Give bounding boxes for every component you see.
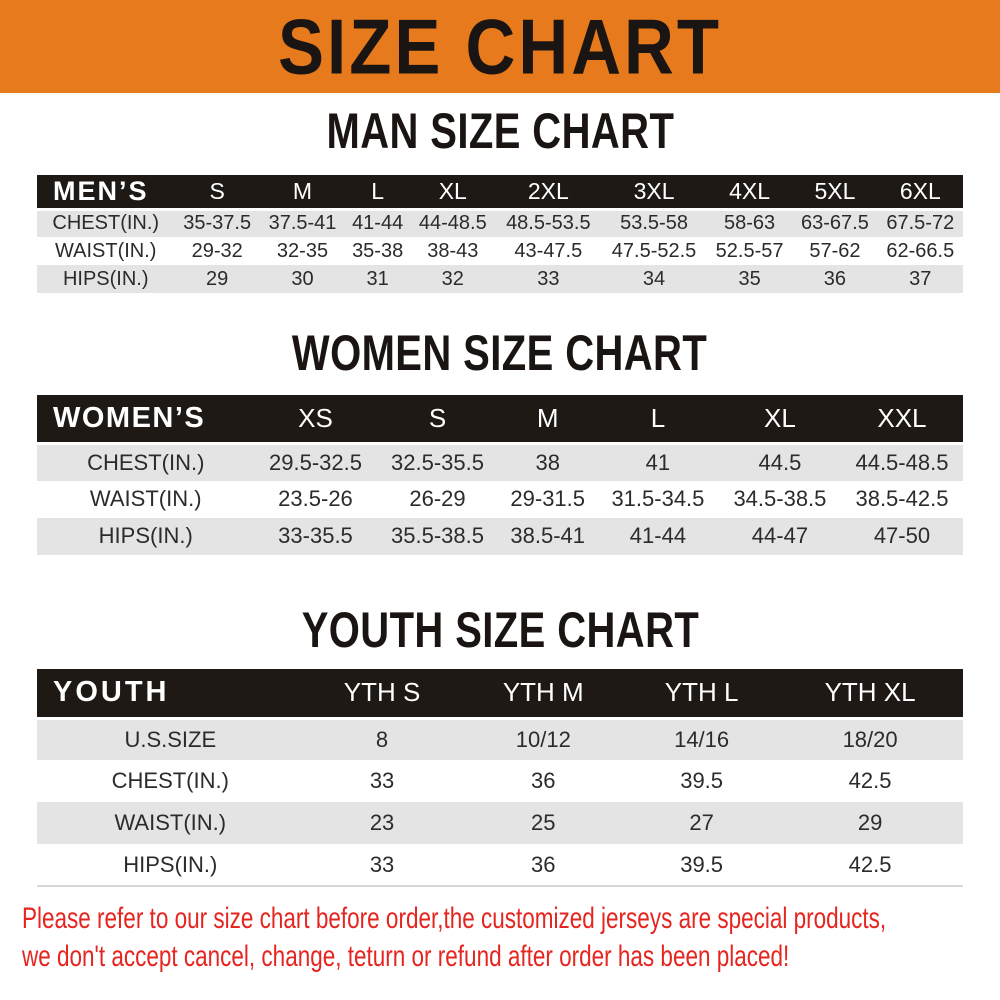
measurement-value-cell: 29-31.5 [498, 481, 596, 518]
women-section-heading-text: WOMEN SIZE CHART [292, 325, 708, 381]
size-column-header: XL [719, 395, 841, 444]
size-column-header: 2XL [495, 175, 601, 210]
size-column-header: M [498, 395, 596, 444]
measurement-value-cell: 18/20 [777, 718, 963, 760]
size-column-header: 4XL [707, 175, 792, 210]
size-column-header: L [597, 395, 719, 444]
measurement-value-cell: 10/12 [461, 718, 627, 760]
youth-section-heading-text: YOUTH SIZE CHART [301, 601, 699, 658]
measurement-value-cell: 47.5-52.5 [601, 237, 707, 265]
size-column-header: S [174, 175, 259, 210]
row-label-cell: WAIST(IN.) [37, 237, 174, 265]
row-label-cell: CHEST(IN.) [37, 209, 174, 237]
measurement-value-cell: 34.5-38.5 [719, 481, 841, 518]
measurement-value-cell: 29-32 [174, 237, 259, 265]
measurement-value-cell: 38.5-41 [498, 518, 596, 555]
row-label-cell: HIPS(IN.) [37, 844, 304, 886]
table-row [37, 481, 963, 518]
row-label-cell: WAIST(IN.) [37, 802, 304, 844]
disclaimer-line-2: we don't accept cancel, change, teturn or refund after order has been placed! [22, 940, 790, 973]
size-table-header-row [37, 669, 963, 718]
measurement-value-cell: 39.5 [626, 760, 777, 802]
women-size-table [37, 395, 963, 555]
measurement-value-cell: 67.5-72 [878, 209, 963, 237]
measurement-value-cell: 53.5-58 [601, 209, 707, 237]
row-label-cell: CHEST(IN.) [37, 760, 304, 802]
table-row [37, 265, 963, 293]
measurement-value-cell: 38.5-42.5 [841, 481, 963, 518]
size-column-header: XS [254, 395, 376, 444]
table-row [37, 237, 963, 265]
measurement-value-cell: 29 [174, 265, 259, 293]
man-section-heading-text: MAN SIZE CHART [326, 103, 674, 159]
size-column-header: XXL [841, 395, 963, 444]
table-category-header: WOMEN’S [37, 395, 254, 444]
measurement-value-cell: 41 [597, 444, 719, 481]
size-column-header: YTH L [626, 669, 777, 718]
measurement-value-cell: 30 [260, 265, 345, 293]
size-column-header: YTH XL [777, 669, 963, 718]
measurement-value-cell: 44-48.5 [410, 209, 495, 237]
measurement-value-cell: 33 [304, 760, 461, 802]
measurement-value-cell: 43-47.5 [495, 237, 601, 265]
measurement-value-cell: 41-44 [597, 518, 719, 555]
youth-section-heading [0, 602, 1000, 660]
measurement-value-cell: 36 [792, 265, 877, 293]
measurement-value-cell: 31 [345, 265, 410, 293]
size-column-header: 3XL [601, 175, 707, 210]
measurement-value-cell: 37 [878, 265, 963, 293]
size-column-header: YTH M [461, 669, 627, 718]
measurement-value-cell: 44.5 [719, 444, 841, 481]
table-category-header: YOUTH [37, 669, 304, 718]
measurement-value-cell: 62-66.5 [878, 237, 963, 265]
measurement-value-cell: 39.5 [626, 844, 777, 886]
measurement-value-cell: 48.5-53.5 [495, 209, 601, 237]
table-row [37, 209, 963, 237]
measurement-value-cell: 25 [461, 802, 627, 844]
size-column-header: S [376, 395, 498, 444]
size-column-header: 6XL [878, 175, 963, 210]
measurement-value-cell: 32-35 [260, 237, 345, 265]
table-row [37, 802, 963, 844]
measurement-value-cell: 33-35.5 [254, 518, 376, 555]
measurement-value-cell: 27 [626, 802, 777, 844]
measurement-value-cell: 32.5-35.5 [376, 444, 498, 481]
size-column-header: L [345, 175, 410, 210]
man-section-heading [0, 103, 1000, 161]
measurement-value-cell: 33 [495, 265, 601, 293]
size-column-header: M [260, 175, 345, 210]
row-label-cell: HIPS(IN.) [37, 518, 254, 555]
measurement-value-cell: 35 [707, 265, 792, 293]
disclaimer-line-1: Please refer to our size chart before order,the customized jerseys are special products, [22, 902, 887, 935]
size-column-header: 5XL [792, 175, 877, 210]
measurement-value-cell: 41-44 [345, 209, 410, 237]
table-row [37, 844, 963, 886]
measurement-value-cell: 42.5 [777, 760, 963, 802]
women-section-heading [0, 325, 1000, 383]
measurement-value-cell: 35.5-38.5 [376, 518, 498, 555]
measurement-value-cell: 31.5-34.5 [597, 481, 719, 518]
measurement-value-cell: 14/16 [626, 718, 777, 760]
men-size-table [37, 175, 963, 294]
measurement-value-cell: 44.5-48.5 [841, 444, 963, 481]
measurement-value-cell: 42.5 [777, 844, 963, 886]
measurement-value-cell: 37.5-41 [260, 209, 345, 237]
measurement-value-cell: 36 [461, 844, 627, 886]
youth-size-table [37, 669, 963, 887]
row-label-cell: U.S.SIZE [37, 718, 304, 760]
measurement-value-cell: 32 [410, 265, 495, 293]
measurement-value-cell: 26-29 [376, 481, 498, 518]
table-row [37, 518, 963, 555]
measurement-value-cell: 29.5-32.5 [254, 444, 376, 481]
row-label-cell: CHEST(IN.) [37, 444, 254, 481]
measurement-value-cell: 34 [601, 265, 707, 293]
measurement-value-cell: 35-37.5 [174, 209, 259, 237]
measurement-value-cell: 29 [777, 802, 963, 844]
size-chart-banner [0, 0, 1000, 93]
measurement-value-cell: 35-38 [345, 237, 410, 265]
measurement-value-cell: 57-62 [792, 237, 877, 265]
table-row [37, 444, 963, 481]
measurement-value-cell: 33 [304, 844, 461, 886]
measurement-value-cell: 38-43 [410, 237, 495, 265]
table-row [37, 760, 963, 802]
size-column-header: XL [410, 175, 495, 210]
banner-title: SIZE CHART [278, 3, 722, 90]
measurement-value-cell: 58-63 [707, 209, 792, 237]
table-category-header: MEN’S [37, 175, 174, 210]
size-table-header-row [37, 395, 963, 444]
measurement-value-cell: 63-67.5 [792, 209, 877, 237]
measurement-value-cell: 38 [498, 444, 596, 481]
disclaimer-footer [0, 900, 1000, 976]
measurement-value-cell: 44-47 [719, 518, 841, 555]
table-row [37, 718, 963, 760]
measurement-value-cell: 23.5-26 [254, 481, 376, 518]
size-column-header: YTH S [304, 669, 461, 718]
measurement-value-cell: 8 [304, 718, 461, 760]
row-label-cell: HIPS(IN.) [37, 265, 174, 293]
measurement-value-cell: 47-50 [841, 518, 963, 555]
row-label-cell: WAIST(IN.) [37, 481, 254, 518]
size-table-header-row [37, 175, 963, 210]
measurement-value-cell: 23 [304, 802, 461, 844]
measurement-value-cell: 52.5-57 [707, 237, 792, 265]
measurement-value-cell: 36 [461, 760, 627, 802]
